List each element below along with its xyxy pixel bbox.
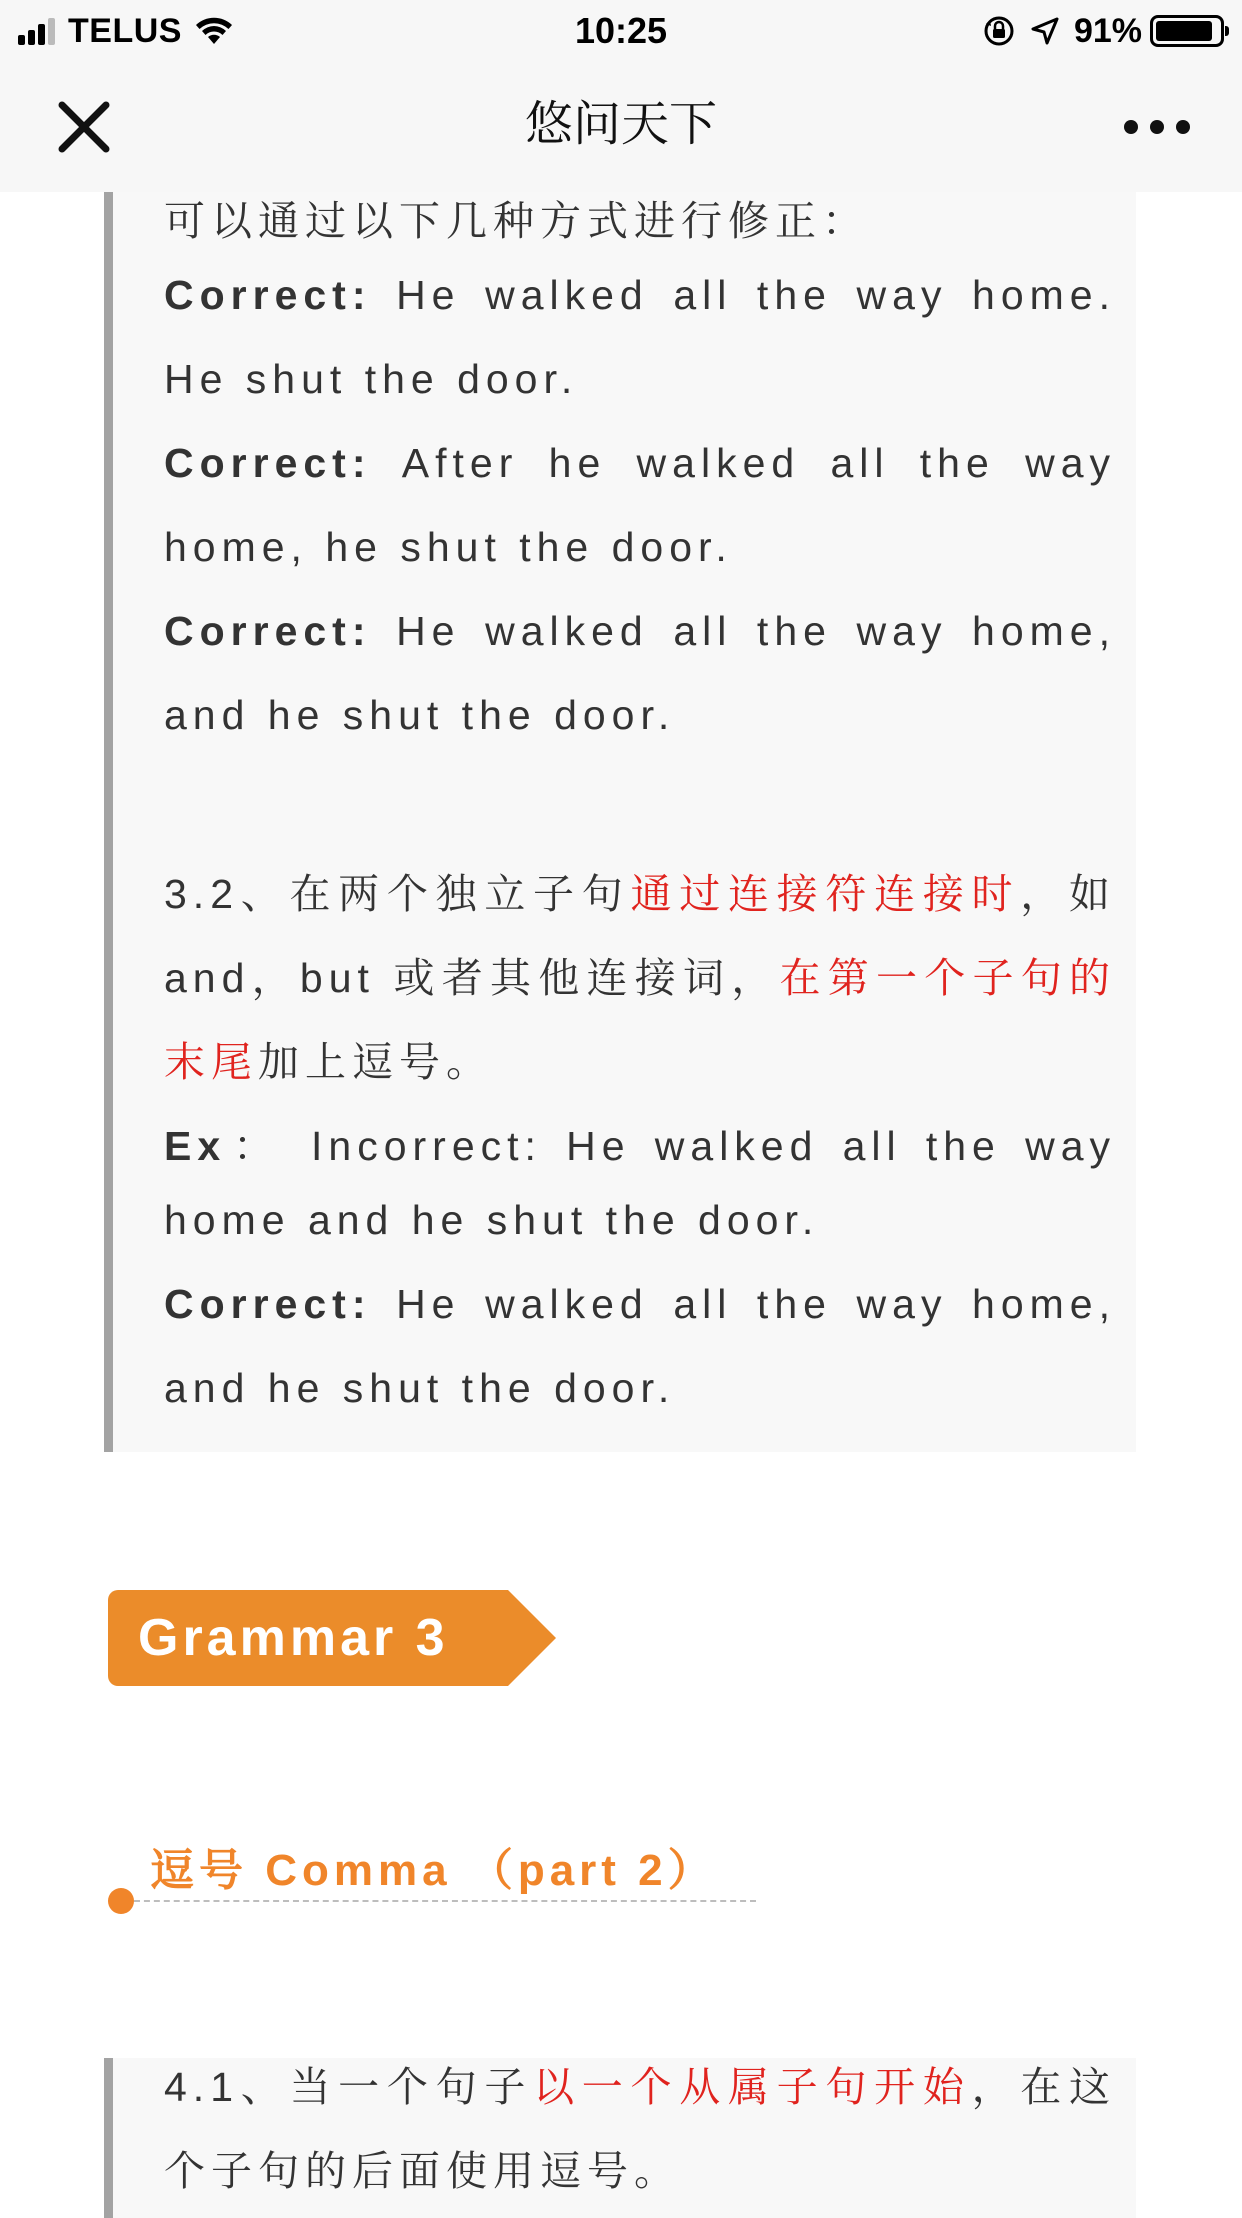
text-line (164, 2054, 1116, 2113)
text-span: ，如 (1020, 871, 1117, 917)
text-line (164, 2138, 1116, 2197)
text-line (164, 524, 1116, 571)
text-span: ： Incorrect: He walked all the way (226, 1123, 1116, 1169)
highlight-text: 以一个从属子句开始 (533, 2064, 972, 2110)
text-span: 可以通过以下几种方式进行修正： (164, 198, 869, 244)
bold-label: Correct: (164, 272, 397, 318)
text-span: 加上逗号。 (258, 1039, 493, 1085)
carrier-name: TELUS (68, 11, 182, 50)
text-span: ，在这 (971, 2064, 1117, 2110)
more-dot (1124, 120, 1138, 134)
status-right (982, 0, 1224, 62)
text-span: and，but 或者其他连接词， (164, 955, 780, 1001)
example-quote-block (104, 192, 1136, 1452)
highlight-text: 末尾 (164, 1039, 258, 1085)
heading-bullet-dot (108, 1888, 134, 1914)
text-span: home, he shut the door. (164, 524, 733, 570)
orientation-lock-icon (982, 14, 1016, 48)
text-line (164, 608, 1116, 655)
text-line (164, 1365, 1116, 1412)
text-line (164, 945, 1116, 1004)
battery-icon (1150, 15, 1224, 47)
text-span: He shut the door. (164, 356, 579, 402)
text-span: and he shut the door. (164, 1365, 676, 1411)
text-span: 3.2、在两个独立子句 (164, 871, 631, 917)
heading-dashed-rule (134, 1900, 756, 1902)
banner-arrow (508, 1590, 556, 1686)
bold-label: Correct: (164, 1281, 397, 1327)
more-dot (1150, 120, 1164, 134)
text-span: and he shut the door. (164, 692, 676, 738)
status-bar (0, 0, 1242, 62)
bold-label: Correct: (164, 440, 402, 486)
more-icon[interactable] (1124, 112, 1190, 142)
text-span: 4.1、当一个句子 (164, 2064, 534, 2110)
bold-label: Correct: (164, 608, 397, 654)
text-line (164, 861, 1116, 920)
highlight-text: 通过连接符连接时 (630, 871, 1021, 917)
text-span: 个子句的后面使用逗号。 (164, 2148, 681, 2194)
battery-percent: 91% (1073, 11, 1142, 50)
status-time: 10:25 (574, 10, 668, 51)
text-line (164, 1281, 1116, 1328)
rule-quote-block (104, 2058, 1136, 2218)
text-span: He walked all the way home, (396, 1281, 1116, 1327)
text-line (164, 1197, 1116, 1244)
text-line (164, 356, 1116, 403)
text-line (164, 188, 1116, 247)
section-heading: 逗号 Comma （part 2） (150, 1846, 717, 1895)
battery-fill (1156, 21, 1212, 41)
text-line (164, 1029, 1116, 1088)
text-line (164, 1113, 1116, 1172)
text-span: After he walked all the way (401, 440, 1116, 486)
text-line (164, 272, 1116, 319)
banner-label: Grammar 3 (138, 1609, 449, 1667)
text-span: He walked all the way home. (396, 272, 1116, 318)
nav-bar (0, 62, 1242, 192)
location-arrow-icon (1030, 16, 1060, 46)
text-span: He walked all the way home, (396, 608, 1116, 654)
text-line (164, 440, 1116, 487)
bold-label: Ex (164, 1123, 227, 1169)
text-line (164, 692, 1116, 739)
highlight-text: 在第一个子句的 (779, 955, 1116, 1001)
text-span: home and he shut the door. (164, 1197, 820, 1243)
nav-title: 悠问天下 (524, 98, 717, 151)
more-dot (1176, 120, 1190, 134)
